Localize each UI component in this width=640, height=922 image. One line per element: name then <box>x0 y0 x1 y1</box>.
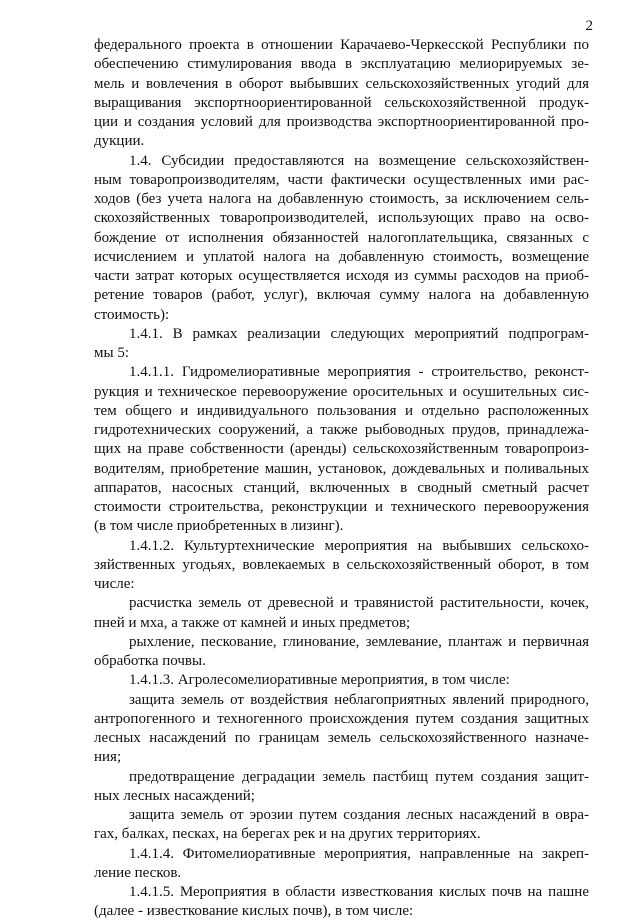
text-line: защита земель от эрозии путем создания лесных насаждений в овра- <box>129 807 589 823</box>
text-line: стоимости строительства, реконструкции и технического перевооружения <box>94 499 589 515</box>
text-line: скохозяйственных товаропроизводителей, использующих право на осво- <box>94 210 589 227</box>
text-line: антропогенного и техногенного происхождения путем создания защитных <box>94 710 589 727</box>
text-line: 1.4.1.1. Гидромелиоративные мероприятия - строительство, реконст- <box>129 364 589 381</box>
text-line: водителям, приобретение машин, установок, дождевальных и поливальных <box>94 460 589 477</box>
text-line: ходов (без учета налога на добавленную стоимость, за исключением сель- <box>94 191 589 207</box>
text-line: мель и вовлечения в оборот выбывших сельскохозяйственных угодий для <box>94 75 589 92</box>
document-body <box>94 36 589 922</box>
text-line: аппаратов, насосных станций, включенных в сводный сметный расчет <box>94 479 589 496</box>
text-line: 1.4.1.2. Культуртехнические мероприятия на выбывших сельскохо- <box>129 537 589 554</box>
text-line: ния; <box>94 749 122 766</box>
text-line: 1.4.1.4. Фитомелиоративные мероприятия, направленные на закреп- <box>129 845 589 862</box>
page-number: 2 <box>585 18 593 34</box>
text-line: исчислением и уплатой налога на добавленную стоимость, возмещение <box>94 248 589 265</box>
text-line: защита земель от воздействия неблагоприятных явлений природного, <box>129 691 589 708</box>
text-line: расчистка земель от древесной и травянистой растительности, кочек, <box>129 595 589 612</box>
text-line: гах, балках, песках, на берегах рек и на других территориях. <box>94 826 481 843</box>
text-line: (в том числе приобретенных в лизинг). <box>94 518 344 535</box>
text-line: лесных насаждений по границам земель сельскохозяйственного назначе- <box>94 730 589 746</box>
text-line: (далее - известкование кислых почв), в том числе: <box>94 903 414 920</box>
text-line: обработка почвы. <box>94 653 206 669</box>
text-line: рыхление, пескование, глинование, землевание, плантаж и первичная <box>129 633 589 650</box>
text-line: федерального проекта в отношении Карачаево-Черкесской Республики по <box>94 37 589 53</box>
text-line: выращивания экспортноориентированной сельскохозяйственной продук- <box>94 94 589 111</box>
text-line: ных лесных насаждений; <box>94 787 255 804</box>
text-line: 1.4.1. В рамках реализации следующих мероприятий подпрограм- <box>129 325 589 342</box>
text-line: 1.4.1.3. Агролесомелиоративные мероприятия, в том числе: <box>129 672 510 689</box>
text-line: рукция и техническое перевооружение оросительных и осушительных сис- <box>94 383 589 400</box>
text-line: гидротехнических сооружений, а также рыбоводных прудов, принадлежа- <box>94 422 589 438</box>
text-line: мы 5: <box>94 345 129 361</box>
text-line: части затрат которых осуществляется исходя из суммы расходов на приоб- <box>94 268 589 284</box>
text-line: ление песков. <box>94 864 182 881</box>
text-line: бождение от исполнения обязанностей налогоплательщика, связанных с <box>94 229 589 246</box>
text-line: зяйственных угодьях, вовлекаемых в сельскохозяйственный оборот, в том <box>94 556 589 573</box>
text-line: пней и мха, а также от камней и иных предметов; <box>94 614 411 631</box>
text-line: 1.4. Субсидии предоставляются на возмещение сельскохозяйствен- <box>129 152 589 169</box>
text-line: ции и создания условий для производства экспортноориентированной про- <box>94 114 589 130</box>
text-line: дукции. <box>94 133 145 150</box>
text-line: ретение товаров (работ, услуг), включая сумму налога на добавленную <box>94 287 589 304</box>
text-line: предотвращение деградации земель пастбищ путем создания защит- <box>129 768 589 785</box>
text-line: ным товаропроизводителям, части фактически осуществленных ими рас- <box>94 171 589 188</box>
text-line: числе: <box>94 576 135 592</box>
text-line: обеспечению стимулирования ввода в эксплуатацию мелиорируемых зе- <box>94 56 589 73</box>
text-line: стоимость): <box>94 306 170 323</box>
text-line: 1.4.1.5. Мероприятия в области известкования кислых почв на пашне <box>129 884 589 900</box>
text-line: тем общего и индивидуального пользования и отдельно расположенных <box>94 402 589 419</box>
text-line: щих на праве собственности (аренды) сельскохозяйственным товаропроиз- <box>94 441 589 458</box>
